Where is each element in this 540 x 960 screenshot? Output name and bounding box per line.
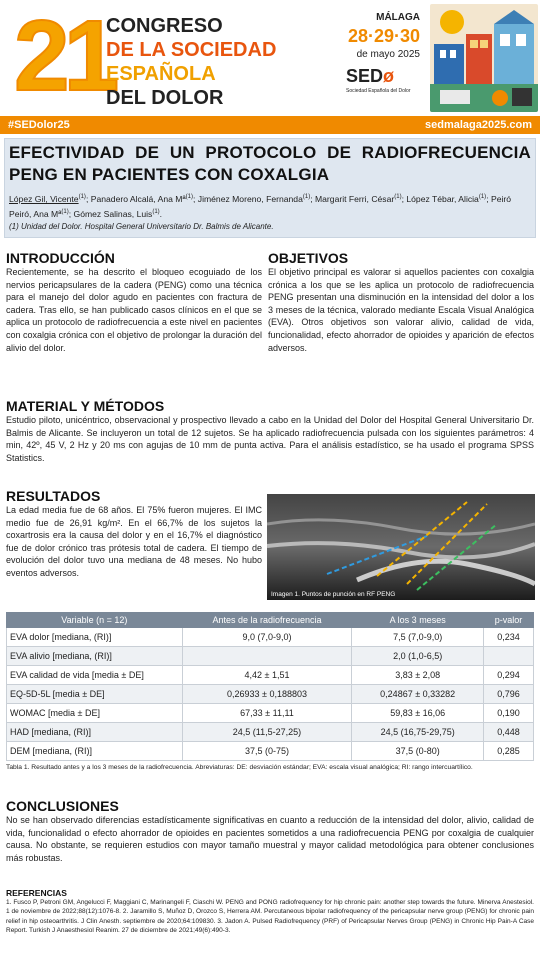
congress-name xyxy=(106,14,276,110)
table-cell: 9,0 (7,0-9,0) xyxy=(182,628,352,647)
section-conclusiones xyxy=(6,798,534,864)
table-caption: Tabla 1. Resultado antes y a los 3 meses de la radiofrecuencia. Abreviaturas: DE: desviación estándar; EVA: escala visual analógica; RI: rango intercuartílico. xyxy=(6,764,473,771)
section-text: Recientemente, se ha descrito el bloqueo ecoguiado de los nervios pericapsulares de la cadera (PENG) como una técnica para el manejo del dolor agudo en pacientes con fractura de cadera. Tras ello, se han publicado casos clínicos en el que se aplica un protocolo de radiofrecuencia a este nivel en pacientes con coxalgia crónica con el objetivo de prolongar la duración del alivio del dolor. xyxy=(6,267,262,353)
section-resultados xyxy=(6,488,262,580)
table-cell: 0,448 xyxy=(484,723,534,742)
section-heading: OBJETIVOS xyxy=(268,250,349,266)
table-row xyxy=(7,685,534,704)
table-cell: WOMAC [media ± DE] xyxy=(7,704,183,723)
malaga-illustration xyxy=(430,4,538,112)
table-cell: 0,24867 ± 0,33282 xyxy=(352,685,484,704)
sed-logo-text: SED xyxy=(346,66,384,86)
congress-city: MÁLAGA xyxy=(376,12,420,23)
author-affiliation-mark: (1) xyxy=(185,194,193,200)
title-box xyxy=(4,138,536,238)
table-cell: 2,0 (1,0-6,5) xyxy=(352,647,484,666)
sed-org-name: Sociedad Española del Dolor xyxy=(346,88,411,94)
table-cell: 67,33 ± 11,11 xyxy=(182,704,352,723)
congress-number: 21 xyxy=(14,0,114,112)
congress-line: ESPAÑOLA xyxy=(106,63,216,85)
table-cell: 37,5 (0-75) xyxy=(182,742,352,761)
congress-band xyxy=(0,116,540,134)
congress-dates: 28·29·30 xyxy=(347,26,420,46)
table-cell: 0,26933 ± 0,188803 xyxy=(182,685,352,704)
table-cell xyxy=(484,647,534,666)
congress-line: CONGRESO xyxy=(106,15,223,37)
poster-header xyxy=(0,0,540,116)
section-text: No se han observado diferencias estadísticamente significativas en cuanto a reducción de la intensidad del dolor, alivio, calidad de vida, funcionalidad o efecto ahorrador de opioides en pacientes sometidos a una radiofrecuencia PENG por coxalgia de cualquier causa. No obstante, se requieren estudios con mayor tamaño muestral y mayor calidad metodológica para obtener conclusiones más robustas. xyxy=(6,815,534,863)
table-cell: EVA dolor [mediana, (RI)] xyxy=(7,628,183,647)
author-affiliation-mark: (1) xyxy=(152,208,160,215)
column-header: Variable (n = 12) xyxy=(7,613,183,628)
table-cell: 24,5 (16,75-29,75) xyxy=(352,723,484,742)
table-row xyxy=(7,666,534,685)
table-cell: 0,285 xyxy=(484,742,534,761)
author-name: Gómez Salinas, Luis xyxy=(73,208,153,219)
author-affiliation-mark: (1) xyxy=(302,194,311,200)
hashtag: #SEDolor25 xyxy=(8,119,70,131)
results-table xyxy=(6,612,534,761)
section-referencias xyxy=(6,888,534,936)
column-header: p-valor xyxy=(484,613,534,628)
table-cell: 37,5 (0-80) xyxy=(352,742,484,761)
column-header: Antes de la radiofrecuencia xyxy=(182,613,352,628)
author-name: Panadero Alcalá, Ana Mª xyxy=(90,193,186,204)
image-caption: Imagen 1. Puntos de punción en RF PENG xyxy=(271,591,396,598)
author-name: Margarit Ferri, César xyxy=(314,193,395,204)
table-cell: EVA alivio [mediana, (RI)] xyxy=(7,647,183,666)
author-affiliation-mark: (1) xyxy=(78,194,86,200)
table-cell: EVA calidad de vida [media ± DE] xyxy=(7,666,183,685)
ultrasound-image xyxy=(267,494,535,600)
table-cell: 0,796 xyxy=(484,685,534,704)
section-introduccion xyxy=(6,250,262,354)
table-body xyxy=(7,628,534,761)
malaga-illustration-icon xyxy=(430,4,538,112)
affiliation: (1) Unidad del Dolor. Hospital General Universitario Dr. Balmis de Alicante. xyxy=(9,221,274,231)
table-row xyxy=(7,704,534,723)
table-row xyxy=(7,628,534,647)
section-heading: CONCLUSIONES xyxy=(6,798,119,814)
table-cell: 24,5 (11,5-27,25) xyxy=(182,723,352,742)
section-text: La edad media fue de 68 años. El 75% fueron mujeres. El IMC medio fue de 26,91 kg/m². En el 66,7% de los sujetos la coxartrosis era la causa del dolor y en el 16,7% el diagnóstico fue de dolor crónico tras prótesis total de cadera. El tiempo de evolución del dolor tuvo una mediana de 48 meses. No hubo eventos adversos. xyxy=(6,505,262,578)
website-link[interactable]: sedmalaga2025.com xyxy=(424,119,532,131)
section-text: El objetivo principal es valorar si aquellos pacientes con coxalgia crónica a los que se les aplica un protocolo de radiofrecuencia PENG presentan una disminución en la intensidad del dolor a los 3 meses de la técnica, valorado mediante Escala Visual Analógica (EVA). Otros objetivos son valorar alivio, calidad de vida, funcionalidad, efecto ahorrador de opioides y aparición de efectos adversos. xyxy=(268,267,534,353)
table-cell: EQ-5D-5L [media ± DE] xyxy=(7,685,183,704)
table-cell: HAD [mediana, (RI)] xyxy=(7,723,183,742)
author-affiliation-mark: (1) xyxy=(394,194,402,200)
column-header: A los 3 meses xyxy=(352,613,484,628)
table-cell: DEM [mediana, (RI)] xyxy=(7,742,183,761)
section-heading: INTRODUCCIÓN xyxy=(6,250,115,266)
table-row xyxy=(7,647,534,666)
author-name: Peiró Peiró, Ana Mª xyxy=(9,193,512,219)
author-name: López Tébar, Alicia xyxy=(406,193,479,204)
sed-logo xyxy=(346,66,394,87)
table-cell xyxy=(182,647,352,666)
congress-month: de mayo 2025 xyxy=(356,49,420,60)
author-name: López Gil, Vicente xyxy=(9,193,79,204)
table-cell: 3,83 ± 2,08 xyxy=(352,666,484,685)
table-cell: 0,294 xyxy=(484,666,534,685)
section-material xyxy=(6,398,534,464)
table-cell: 0,190 xyxy=(484,704,534,723)
table-cell: 7,5 (7,0-9,0) xyxy=(352,628,484,647)
author-list: López Gil, Vicente$^{(1)}$; Panadero Alcalá, Ana Mª$^{(1)}$; Jiménez Moreno, Fernanda$^{(1)}$; Margarit Ferri, César$^{(1)}$; López Tébar, Alicia$^{(1)}$; Peiró Peiró, Ana Mª$^{(1)}$; Gómez Salinas, Luis$^{(1)}$. xyxy=(9,193,512,219)
ultrasound-scan-icon xyxy=(267,494,535,600)
section-heading: REFERENCIAS xyxy=(6,888,67,898)
author-affiliation-mark: (1) xyxy=(61,208,69,215)
poster-title: EFECTIVIDAD DE UN PROTOCOLO DE RADIOFRECUENCIA PENG EN PACIENTES CON COXALGIA xyxy=(9,143,531,184)
table-cell: 0,234 xyxy=(484,628,534,647)
table-cell: 4,42 ± 1,51 xyxy=(182,666,352,685)
section-heading: RESULTADOS xyxy=(6,488,101,504)
author-name: Jiménez Moreno, Fernanda xyxy=(197,193,303,204)
section-objetivos xyxy=(268,250,534,354)
table-cell: 59,83 ± 16,06 xyxy=(352,704,484,723)
section-text: Estudio piloto, unicéntrico, observacional y prospectivo llevado a cabo en la Unidad del Dolor del Hospital General Universitario Dr. Balmis de Alicante. Se incluyeron un total de 12 sujetos. Se ha aplicado radiofrecuencia pulsada con los siguientes parámetros: 4 min, 42º, 45 V, 2 Hz y 20 ms con agujas de 10 mm de punta activa. Para el análisis estadístico, se ha usado el programa SPSS Statistics. xyxy=(6,415,534,463)
congress-line: DEL DOLOR xyxy=(106,87,224,109)
table-row xyxy=(7,723,534,742)
section-heading: MATERIAL Y MÉTODOS xyxy=(6,398,165,414)
author-affiliation-mark: (1) xyxy=(478,194,487,200)
table-row xyxy=(7,742,534,761)
table-header-row xyxy=(7,613,534,628)
sed-logo-mark-icon: ø xyxy=(383,66,395,86)
congress-line: DE LA SOCIEDAD xyxy=(106,39,277,61)
references-text: 1. Fusco P, Petroni GM, Angelucci F, Maggiani C, Marinangeli F, Ciaschi W. PENG and PONG radiofrequency for hip chronic pain: another step towards the future. Minerva Anestesiol. 1 de noviembre de 2022;88(12):1076-8. 2. Jaramillo S, Muñoz D, Orozco S, Herrera AM. Percutaneous bipolar radiofrequency of the pericapsular nerve group (PENG) for chronic pain relief in hip osteoarthritis. J Clin Anesth. septiembre de 2020;64:109830. 3. Jadon A. Pulsed Radiofrequency (PRF) of Pericapsular Nerves Group (PENG) in Chronic Hip Pain-A Case Report. Turkish J Anaesthesiol Reanim. 27 de diciembre de 2021;49(6):490-3. xyxy=(6,899,534,935)
